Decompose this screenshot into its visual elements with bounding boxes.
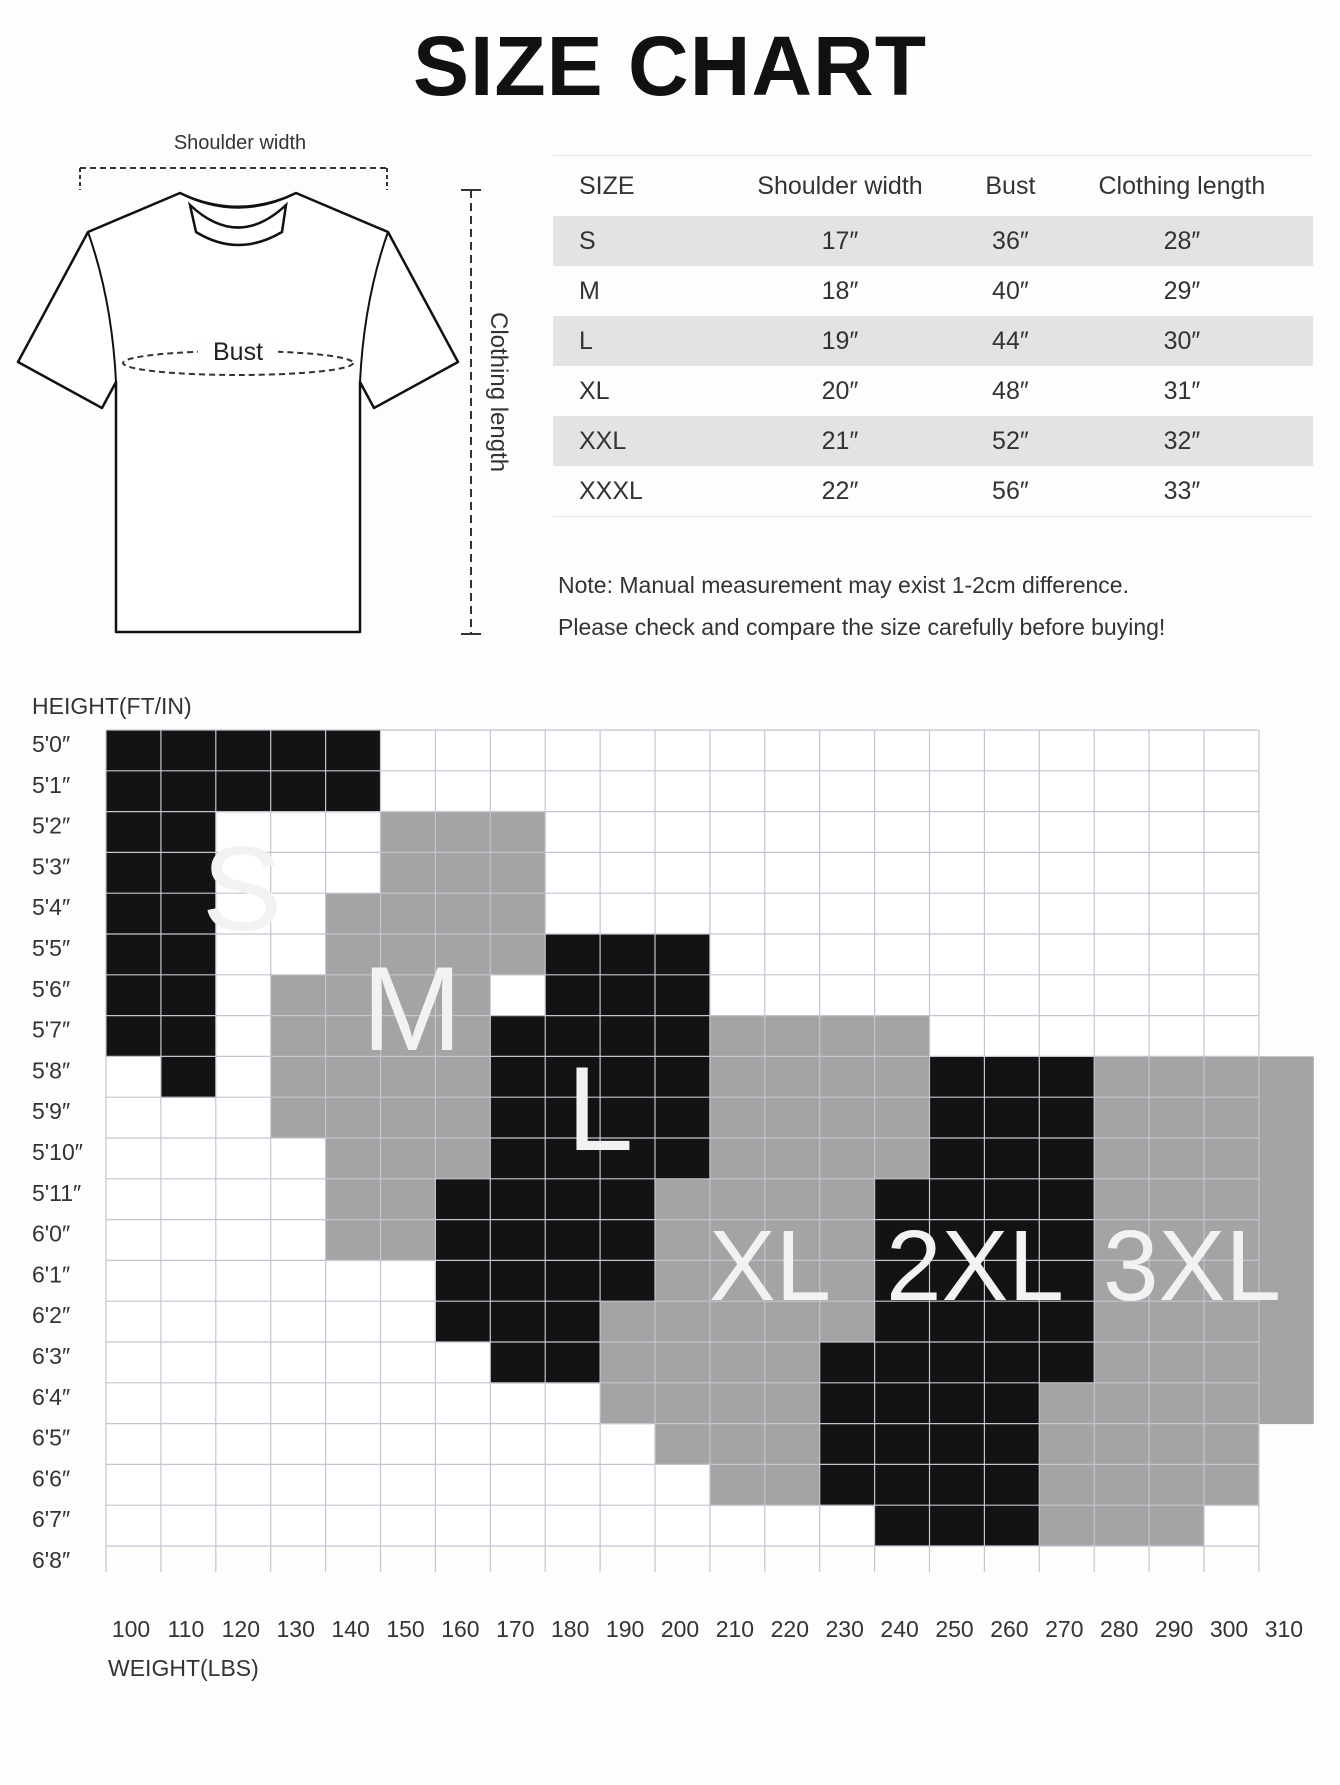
page-title: SIZE CHART: [413, 19, 927, 113]
zone-cell: [545, 934, 710, 975]
header-size: SIZE: [553, 156, 710, 217]
header-shoulder: Shoulder width: [710, 156, 970, 217]
weight-tick-label: 250: [935, 1616, 974, 1642]
zone-cell: [381, 852, 546, 893]
zone-label-xl: XL: [708, 1210, 832, 1322]
height-tick-label: 5'3″: [32, 853, 71, 880]
height-tick-label: 6'8″: [32, 1547, 71, 1573]
size-cell: XXXL: [553, 466, 710, 517]
zone-cell: [106, 771, 381, 812]
height-tick-label: 5'11″: [32, 1179, 82, 1206]
zone-label-3xl: 3XL: [1103, 1210, 1281, 1322]
height-tick-label: 6'7″: [32, 1506, 71, 1533]
height-axis-title: HEIGHT(FT/IN): [32, 693, 192, 719]
zone-label-m: M: [362, 942, 462, 1076]
weight-tick-label: 220: [770, 1616, 809, 1642]
weight-tick-label: 240: [880, 1616, 919, 1642]
height-tick-label: 6'4″: [32, 1383, 71, 1410]
weight-axis-title: WEIGHT(LBS): [108, 1655, 259, 1681]
height-tick-label: 5'1″: [32, 771, 71, 798]
height-tick-label: 6'5″: [32, 1424, 71, 1451]
weight-tick-label: 230: [825, 1616, 864, 1642]
note-line-2: Please check and compare the size carefully before buying!: [558, 614, 1166, 640]
shoulder-cell: 19″: [710, 316, 970, 366]
zone-cell: [161, 1056, 216, 1097]
height-tick-label: 6'6″: [32, 1465, 71, 1492]
height-tick-label: 5'4″: [32, 894, 71, 921]
height-tick-label: 6'2″: [32, 1302, 71, 1329]
zone-cell: [930, 1056, 1095, 1097]
size-cell: XL: [579, 376, 610, 405]
weight-tick-label: 140: [331, 1616, 370, 1642]
weight-tick-label: 290: [1154, 1616, 1194, 1642]
height-tick-label: 5'8″: [32, 1057, 71, 1084]
height-tick-label: 5'0″: [32, 731, 71, 757]
weight-tick-label: 150: [386, 1616, 425, 1642]
note-line-1: Note: Manual measurement may exist 1-2cm difference.: [558, 572, 1129, 598]
length-cell: 29″: [1163, 276, 1201, 305]
zone-cell: [1039, 1505, 1204, 1546]
bust-cell: 36″: [970, 216, 1051, 266]
shoulder-cell: 20″: [821, 376, 859, 405]
weight-tick-label: 130: [276, 1616, 315, 1642]
length-cell: 33″: [1051, 466, 1313, 517]
shoulder-cell: 22″: [710, 466, 970, 517]
weight-tick-label: 280: [1100, 1616, 1139, 1642]
weight-tick-label: 270: [1045, 1616, 1084, 1642]
weight-tick-label: 100: [111, 1616, 151, 1642]
shoulder-cell: 21″: [710, 416, 970, 466]
header-bust: Bust: [970, 156, 1051, 217]
zone-cell: [106, 730, 381, 771]
length-cell: 32″: [1051, 416, 1313, 466]
bust-cell: 44″: [970, 316, 1051, 366]
weight-tick-label: 170: [496, 1616, 535, 1642]
height-tick-label: 6'1″: [32, 1261, 71, 1288]
header-length: Clothing length: [1051, 156, 1313, 217]
height-tick-label: 5'6″: [32, 975, 71, 1002]
shoulder-cell: 17″: [710, 216, 970, 266]
length-cell: 28″: [1051, 216, 1313, 266]
weight-tick-label: 120: [221, 1616, 260, 1642]
height-tick-label: 6'0″: [32, 1220, 71, 1247]
zone-cell: [820, 1342, 1094, 1383]
size-cell: M: [579, 276, 600, 305]
zone-cell: [381, 812, 546, 853]
bust-cell: 48″: [992, 376, 1029, 405]
shoulder-cell: 18″: [821, 276, 859, 305]
height-tick-label: 6'3″: [32, 1343, 71, 1369]
size-cell: L: [553, 316, 710, 366]
bust-label: Bust: [198, 338, 278, 367]
height-tick-label: 5'10″: [32, 1139, 83, 1165]
length-cell: 31″: [1163, 376, 1201, 405]
weight-tick-label: 210: [715, 1616, 755, 1642]
clothing-length-label: Clothing length: [485, 312, 512, 473]
length-cell: 30″: [1051, 316, 1313, 366]
height-tick-label: 5'7″: [32, 1016, 71, 1043]
zone-cell: [875, 1505, 1040, 1546]
zone-label-l: L: [566, 1042, 634, 1176]
height-tick-label: 5'9″: [32, 1098, 71, 1125]
weight-tick-label: 260: [990, 1616, 1029, 1642]
zone-label-2xl: 2XL: [886, 1210, 1064, 1322]
weight-tick-label: 310: [1264, 1616, 1304, 1642]
height-tick-label: 5'2″: [32, 812, 71, 839]
bust-cell: 56″: [970, 466, 1051, 517]
zone-cell: [930, 1138, 1095, 1179]
zone-label-s: S: [201, 822, 283, 956]
weight-tick-label: 110: [167, 1616, 205, 1642]
weight-tick-label: 200: [660, 1616, 700, 1642]
zone-cell: [930, 1097, 1095, 1138]
shoulder-width-label: Shoulder width: [173, 132, 307, 154]
zone-cell: [1039, 1383, 1314, 1424]
bust-cell: 40″: [992, 276, 1029, 305]
weight-tick-label: 180: [551, 1616, 590, 1642]
height-tick-label: 5'5″: [32, 935, 71, 961]
weight-tick-label: 160: [441, 1616, 480, 1642]
size-cell: XXL: [553, 416, 710, 466]
weight-tick-label: 300: [1209, 1616, 1249, 1642]
zone-cell: [545, 975, 710, 1016]
size-cell: S: [553, 216, 710, 266]
weight-tick-label: 190: [605, 1616, 645, 1642]
bust-cell: 52″: [970, 416, 1051, 466]
zone-cell: [655, 1424, 820, 1465]
zone-cell: [326, 1138, 491, 1179]
